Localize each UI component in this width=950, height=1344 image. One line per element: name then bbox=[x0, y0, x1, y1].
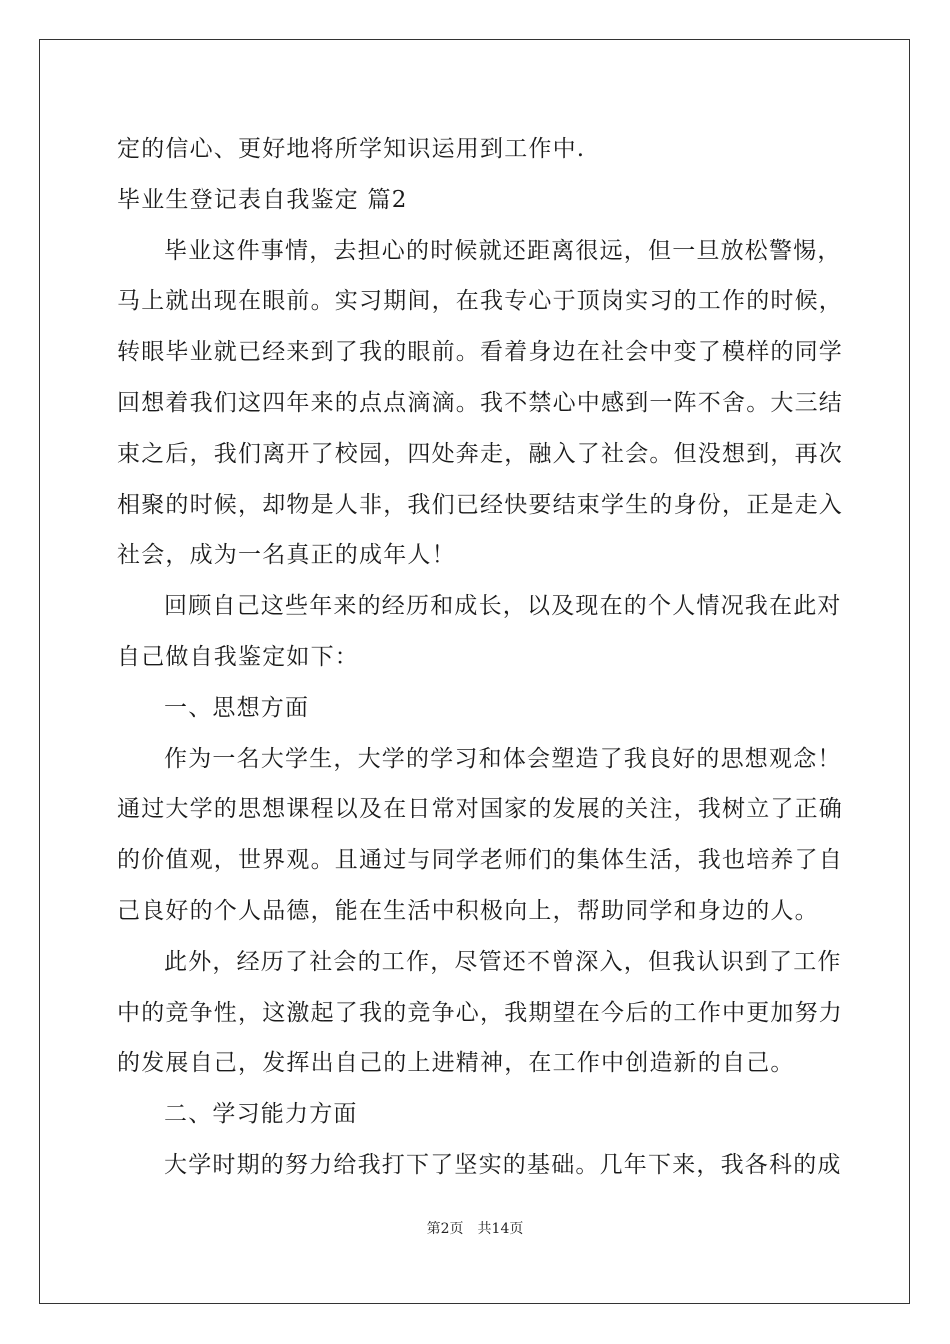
text-line: 马上就出现在眼前。实习期间，在我专心于顶岗实习的工作的时候， bbox=[117, 288, 843, 315]
page-total: 共14页 bbox=[477, 1221, 524, 1237]
text-line: 大学时期的努力给我打下了坚实的基础。几年下来，我各科的成 bbox=[164, 1151, 842, 1178]
text-line: 此外，经历了社会的工作，尽管还不曾深入，但我认识到了工作 bbox=[164, 948, 842, 975]
text-line: 回顾自己这些年来的经历和成长，以及现在的个人情况我在此对 bbox=[164, 593, 842, 620]
text-line: 社会，成为一名真正的成年人！ bbox=[117, 542, 456, 569]
document-body bbox=[117, 124, 843, 1191]
text-line: 束之后，我们离开了校园，四处奔走，融入了社会。但没想到，再次 bbox=[117, 440, 843, 467]
text-line: 自己做自我鉴定如下： bbox=[117, 643, 359, 670]
text-line: 相聚的时候，却物是人非，我们已经快要结束学生的身份，正是走入 bbox=[117, 491, 843, 518]
text-line: 通过大学的思想课程以及在日常对国家的发展的关注，我树立了正确 bbox=[117, 796, 843, 823]
page-footer bbox=[0, 1218, 950, 1238]
text-line: 己良好的个人品德，能在生活中积极向上，帮助同学和身边的人。 bbox=[117, 897, 819, 924]
text-line: 中的竞争性，这激起了我的竞争心，我期望在今后的工作中更加努力 bbox=[117, 999, 843, 1026]
text-line: 回想着我们这四年来的点点滴滴。我不禁心中感到一阵不舍。大三结 bbox=[117, 389, 843, 416]
text-line: 一、思想方面 bbox=[164, 694, 310, 721]
text-line: 二、学习能力方面 bbox=[164, 1101, 358, 1128]
text-line: 毕业生登记表自我鉴定 篇2 bbox=[117, 186, 408, 213]
text-line: 的发展自己，发挥出自己的上进精神，在工作中创造新的自己。 bbox=[117, 1050, 795, 1077]
page-number: 第2页 bbox=[426, 1221, 464, 1237]
text-line: 作为一名大学生，大学的学习和体会塑造了我良好的思想观念！ bbox=[164, 745, 842, 772]
text-line: 转眼毕业就已经来到了我的眼前。看着身边在社会中变了模样的同学 bbox=[117, 339, 843, 366]
text-line: 的价值观，世界观。且通过与同学老师们的集体生活，我也培养了自 bbox=[117, 847, 843, 874]
text-line: 毕业这件事情，去担心的时候就还距离很远，但一旦放松警惕， bbox=[164, 237, 842, 264]
text-line: 定的信心、更好地将所学知识运用到工作中. bbox=[117, 136, 586, 162]
